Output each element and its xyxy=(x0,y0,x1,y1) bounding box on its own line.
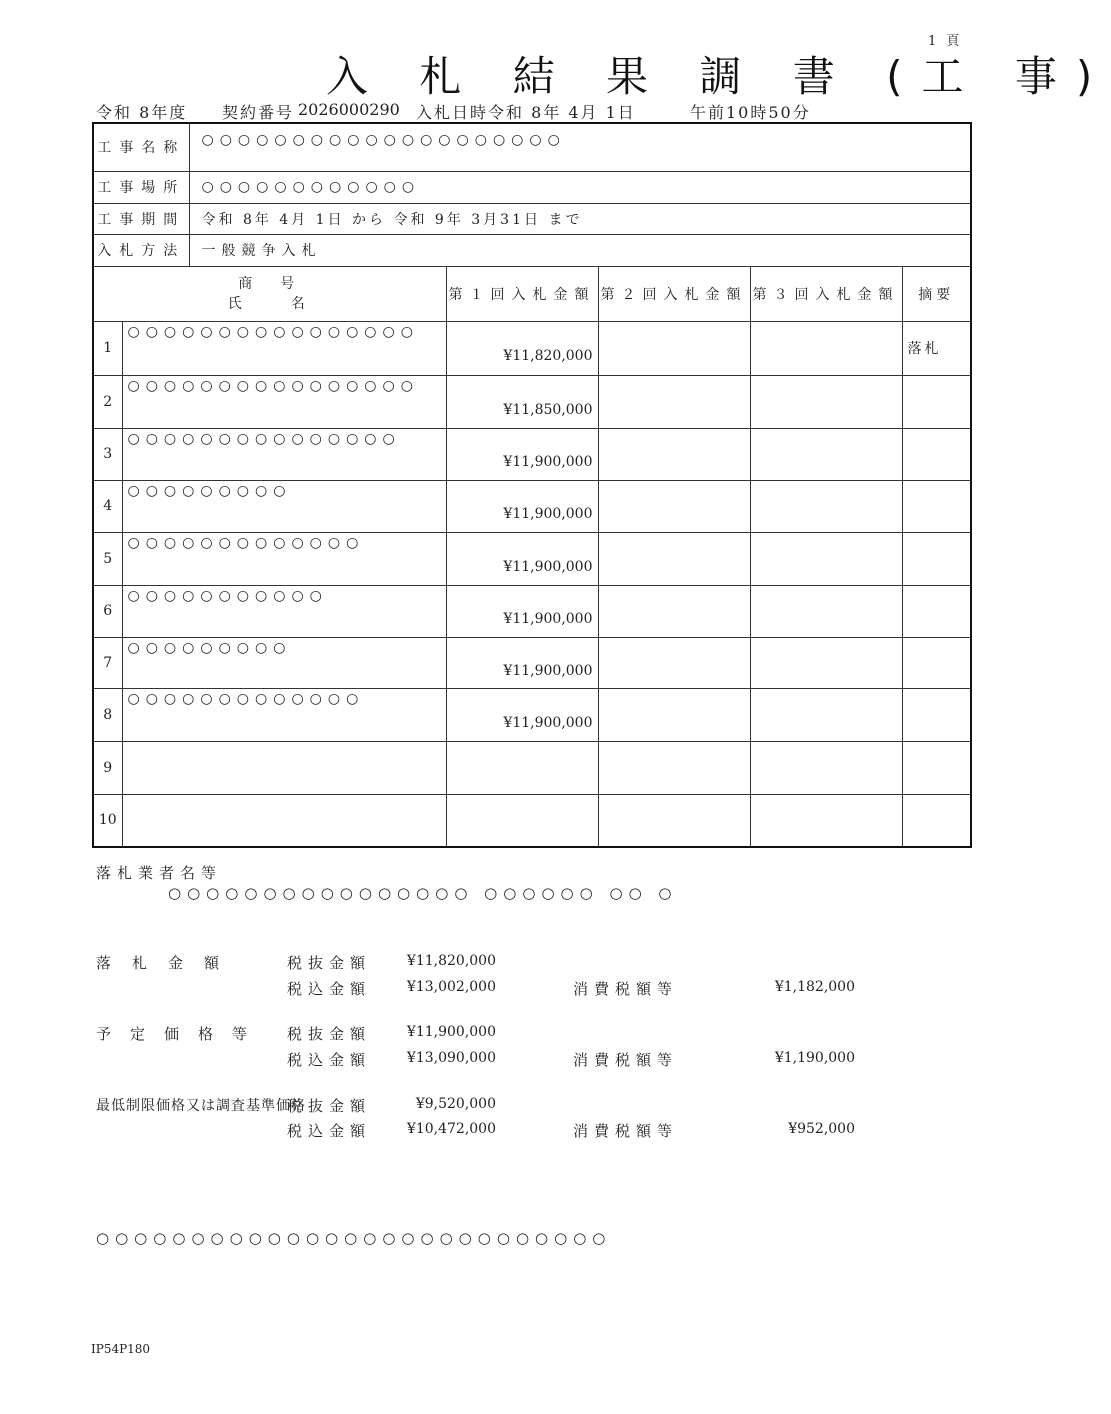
info-value: 一般競争入札 xyxy=(189,234,971,266)
table-row xyxy=(93,741,971,794)
column-header-remarks: 摘要 xyxy=(902,266,971,321)
remarks-cell xyxy=(902,688,971,741)
table-row xyxy=(93,637,971,688)
bidder-name: ○○○○○○○○○ xyxy=(122,480,446,532)
bid-amount-round2 xyxy=(598,741,750,794)
bid-amount-round1: ¥11,900,000 xyxy=(446,480,598,532)
remarks-cell xyxy=(902,375,971,428)
info-value: ○○○○○○○○○○○○○○○○○○○○ xyxy=(189,123,971,171)
row-number: 5 xyxy=(93,532,122,585)
remarks-cell xyxy=(902,637,971,688)
footer-note: ○○○○○○○○○○○○○○○○○○○○○○○○○○○ xyxy=(96,1229,612,1247)
bid-amount-round3 xyxy=(750,321,902,375)
table-row xyxy=(93,375,971,428)
summary-tax-label: 消費税額等 xyxy=(573,1122,679,1140)
table-row xyxy=(93,480,971,532)
bid-date: 令和 8年 4月 1日 xyxy=(488,103,636,122)
page-title: 入 札 結 果 調 書 (工 事) xyxy=(326,52,1111,101)
bidder-name: ○○○○○○○○○○○ xyxy=(122,585,446,637)
bid-amount-round1: ¥11,900,000 xyxy=(446,688,598,741)
summary-incl-amount: ¥13,002,000 xyxy=(406,979,496,995)
info-value: 令和 8年 4月 1日 から 令和 9年 3月31日 まで xyxy=(189,203,971,234)
row-number: 6 xyxy=(93,585,122,637)
bidder-name: ○○○○○○○○○○○○○○○○ xyxy=(122,321,446,375)
summary-excl-label: 税抜金額 xyxy=(287,954,372,972)
bidder-name: ○○○○○○○○○○○○○○○○ xyxy=(122,375,446,428)
table-row xyxy=(93,688,971,741)
bidder-name xyxy=(122,741,446,794)
summary-incl-amount: ¥13,090,000 xyxy=(406,1050,496,1066)
info-label: 入札方法 xyxy=(93,234,189,266)
info-row-method xyxy=(93,234,971,266)
bid-amount-round2 xyxy=(598,375,750,428)
bid-amount-round1: ¥11,900,000 xyxy=(446,585,598,637)
bid-amount-round3 xyxy=(750,637,902,688)
remarks-cell xyxy=(902,585,971,637)
bid-amount-round1: ¥11,900,000 xyxy=(446,428,598,480)
column-header-round3: 第３回入札金額 xyxy=(750,266,902,321)
bidder-name: ○○○○○○○○○ xyxy=(122,637,446,688)
page-number: 1 頁 xyxy=(928,34,963,49)
summary-incl-label: 税込金額 xyxy=(287,1051,372,1069)
bid-amount-round3 xyxy=(750,532,902,585)
bid-amount-round2 xyxy=(598,480,750,532)
summary-label-planned: 予 定 価 格 等 xyxy=(96,1025,250,1043)
fiscal-year: 令和 8年度 xyxy=(96,103,188,122)
info-label: 工事場所 xyxy=(93,171,189,203)
bid-amount-round3 xyxy=(750,428,902,480)
summary-incl-label: 税込金額 xyxy=(287,980,372,998)
bid-amount-round3 xyxy=(750,375,902,428)
remarks-cell xyxy=(902,741,971,794)
contract-no: 2026000290 xyxy=(298,100,400,119)
column-header-round1: 第１回入札金額 xyxy=(446,266,598,321)
bid-amount-round3 xyxy=(750,741,902,794)
table-row xyxy=(93,794,971,847)
bid-amount-round1: ¥11,850,000 xyxy=(446,375,598,428)
row-number: 4 xyxy=(93,480,122,532)
summary-excl-amount: ¥9,520,000 xyxy=(415,1096,496,1112)
bidder-name xyxy=(122,794,446,847)
form-code: IP54P180 xyxy=(91,1342,151,1356)
bid-time: 午前10時50分 xyxy=(690,103,811,122)
bidder-rows xyxy=(93,321,971,847)
summary-incl-label: 税込金額 xyxy=(287,1122,372,1140)
summary-tax-label: 消費税額等 xyxy=(573,980,679,998)
column-header-row xyxy=(93,266,971,321)
row-number: 8 xyxy=(93,688,122,741)
column-header-name-bottom: 氏 名 xyxy=(227,295,312,312)
summary-incl-amount: ¥10,472,000 xyxy=(406,1121,496,1137)
bidder-name: ○○○○○○○○○○○○○ xyxy=(122,532,446,585)
summary-excl-label: 税抜金額 xyxy=(287,1097,372,1115)
bid-amount-round3 xyxy=(750,480,902,532)
bid-amount-round2 xyxy=(598,794,750,847)
summary-label-minimum: 最低制限価格又は調査基準価格 xyxy=(96,1098,306,1114)
summary-tax-amount: ¥1,182,000 xyxy=(774,979,855,995)
info-label: 工事名称 xyxy=(93,123,189,171)
table-row xyxy=(93,532,971,585)
column-header-name xyxy=(93,266,446,321)
bid-amount-round1: ¥11,900,000 xyxy=(446,532,598,585)
info-label: 工事期間 xyxy=(93,203,189,234)
info-row-name xyxy=(93,123,971,171)
summary-tax-amount: ¥1,190,000 xyxy=(774,1050,855,1066)
bid-amount-round2 xyxy=(598,637,750,688)
row-number: 3 xyxy=(93,428,122,480)
row-number: 2 xyxy=(93,375,122,428)
table-row xyxy=(93,585,971,637)
info-row-place xyxy=(93,171,971,203)
remarks-cell xyxy=(902,794,971,847)
info-value: ○○○○○○○○○○○○ xyxy=(189,171,971,203)
row-number: 1 xyxy=(93,321,122,375)
remarks-cell: 落札 xyxy=(902,321,971,375)
bid-date-label: 入札日時 xyxy=(416,103,489,122)
bid-results-table xyxy=(92,122,972,848)
bid-amount-round3 xyxy=(750,585,902,637)
bidder-name: ○○○○○○○○○○○○○○○ xyxy=(122,428,446,480)
summary-excl-amount: ¥11,820,000 xyxy=(406,953,496,969)
row-number: 10 xyxy=(93,794,122,847)
bidder-name: ○○○○○○○○○○○○○ xyxy=(122,688,446,741)
contract-no-label: 契約番号 xyxy=(222,103,295,122)
winner-label: 落札業者名等 xyxy=(96,864,223,882)
bid-amount-round3 xyxy=(750,794,902,847)
winner-value: ○○○○○○○○○○○○○○○○ ○○○○○○ ○○ ○ xyxy=(168,884,678,902)
summary-excl-amount: ¥11,900,000 xyxy=(406,1024,496,1040)
column-header-round2: 第２回入札金額 xyxy=(598,266,750,321)
summary-tax-label: 消費税額等 xyxy=(573,1051,679,1069)
remarks-cell xyxy=(902,532,971,585)
remarks-cell xyxy=(902,428,971,480)
summary-excl-label: 税抜金額 xyxy=(287,1025,372,1043)
bid-amount-round2 xyxy=(598,532,750,585)
bid-amount-round2 xyxy=(598,321,750,375)
bid-amount-round2 xyxy=(598,688,750,741)
column-header-name-top: 商 号 xyxy=(238,275,302,292)
table-row xyxy=(93,321,971,375)
row-number: 9 xyxy=(93,741,122,794)
summary-label-award: 落 札 金 額 xyxy=(96,954,223,972)
info-row-period xyxy=(93,203,971,234)
table-row xyxy=(93,428,971,480)
summary-tax-amount: ¥952,000 xyxy=(788,1121,855,1137)
bid-amount-round1: ¥11,820,000 xyxy=(446,321,598,375)
bid-amount-round2 xyxy=(598,428,750,480)
bid-amount-round1 xyxy=(446,741,598,794)
bid-amount-round3 xyxy=(750,688,902,741)
remarks-cell xyxy=(902,480,971,532)
row-number: 7 xyxy=(93,637,122,688)
bid-amount-round1: ¥11,900,000 xyxy=(446,637,598,688)
bid-amount-round2 xyxy=(598,585,750,637)
bid-amount-round1 xyxy=(446,794,598,847)
